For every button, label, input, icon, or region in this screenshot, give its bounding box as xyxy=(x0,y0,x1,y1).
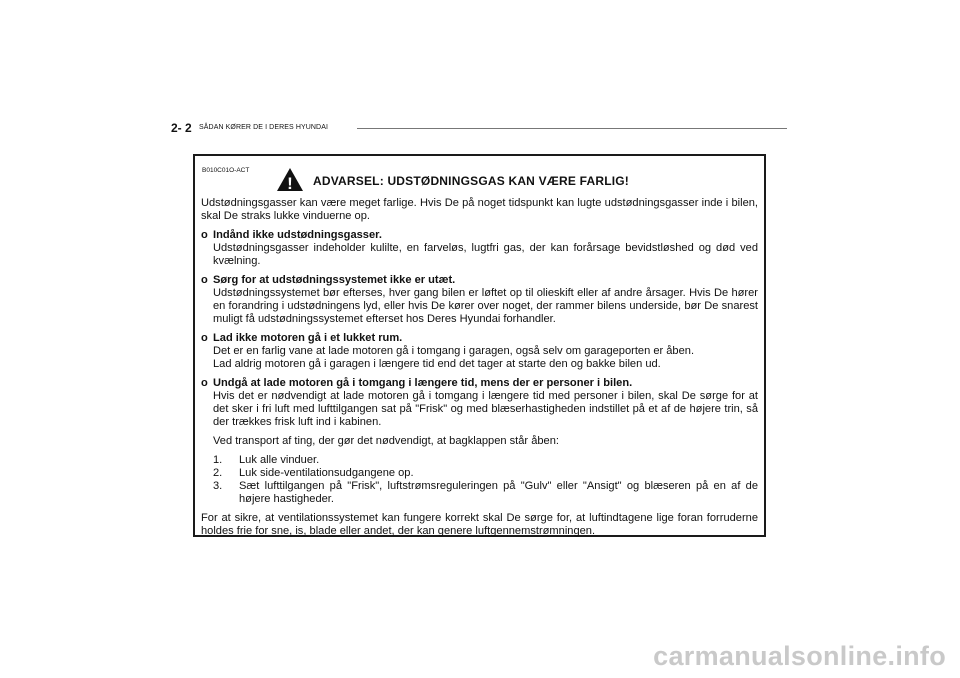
page-header xyxy=(171,121,791,137)
step-text: Luk alle vinduer. xyxy=(239,454,320,466)
list-item xyxy=(213,467,758,480)
warning-glyph: ! xyxy=(287,174,293,192)
watermark: carmanualsonline.info xyxy=(653,641,946,671)
exclamation-warning-icon xyxy=(276,167,304,192)
reference-code: B010C01O-ACT xyxy=(202,167,250,174)
bullet-text-2: Lad aldrig motoren gå i garagen i længere tid end det tager at starte den og bakke bilen ud. xyxy=(213,358,661,370)
warning-box xyxy=(193,154,766,537)
step-number: 2. xyxy=(213,467,223,479)
bullet-heading: Undgå at lade motoren gå i tomgang i længere tid, mens der er personer i bilen. xyxy=(213,377,633,389)
section-title: SÅDAN KØRER DE I DERES HYUNDAI xyxy=(199,124,329,131)
bullet-mark: o xyxy=(201,377,208,389)
bullet-heading: Sørg for at udstødningssystemet ikke er utæt. xyxy=(213,274,456,286)
bullet-text: Hvis det er nødvendigt at lade motoren gå i tomgang i længere tid med personer i bilen, skal De sørge for at det sker i fri luft med lufttilgangen sat på "Frisk" og med blæserhastigheden indstillet på et af de højere trin, så der trækkes frisk luft ind i kabinen. xyxy=(213,390,758,428)
bullet-text: Udstødningsgasser indeholder kulilte, en farveløs, lugtfri gas, der kan forårsage bevidstløshed og død ved kvælning. xyxy=(213,242,758,267)
bullet-item xyxy=(201,229,758,268)
list-item xyxy=(213,454,758,467)
bullet-item xyxy=(201,274,758,326)
bullet-item xyxy=(201,332,758,371)
warning-content xyxy=(201,197,758,538)
steps-list xyxy=(213,454,758,506)
bullet-text: Det er en farlig vane at lade motoren gå i tomgang i garagen, også selv om garageporten er åben. xyxy=(213,345,695,357)
bullet-text: Udstødningssystemet bør efterses, hver gang bilen er løftet op til olieskift eller af andre årsager. Hvis De hører en forandring i udstødningens lyd, eller hvis De kører over noget, der rammer bilens underside, bør De snarest muligt få udstødningssystemet efterset hos Deres Hyundai forhandler. xyxy=(213,287,758,325)
bullet-heading: Indånd ikke udstødningsgasser. xyxy=(213,229,382,241)
step-text: Luk side-ventilationsudgangene op. xyxy=(239,467,414,479)
bullet-heading: Lad ikke motoren gå i et lukket rum. xyxy=(213,332,403,344)
warning-title: ADVARSEL: UDSTØDNINGSGAS KAN VÆRE FARLIG! xyxy=(313,174,629,188)
step-text: Sæt lufttilgangen på "Frisk", luftstrømsreguleringen på "Gulv" eller "Ansigt" og blæseren på en af de højere hastigheder. xyxy=(239,480,758,505)
header-divider xyxy=(357,128,787,129)
bullet-mark: o xyxy=(201,332,208,344)
step-number: 3. xyxy=(213,480,223,492)
bullet-mark: o xyxy=(201,274,208,286)
closing-text: For at sikre, at ventilationssystemet kan fungere korrekt skal De sørge for, at luftindtagene lige foran forruderne holdes frie for sne, is, blade eller andet, der kan genere luftgennemstrømningen. xyxy=(201,512,758,537)
list-item xyxy=(213,480,758,506)
step-number: 1. xyxy=(213,454,223,466)
intro-text: Udstødningsgasser kan være meget farlige. Hvis De på noget tidspunkt kan lugte udstødningsgasser inde i bilen, skal De straks lukke vinduerne op. xyxy=(201,197,758,222)
bullet-mark: o xyxy=(201,229,208,241)
page-number: 2- 2 xyxy=(171,121,192,135)
bullet-text-2: Ved transport af ting, der gør det nødvendigt, at bagklappen står åben: xyxy=(213,435,559,447)
bullet-item xyxy=(201,377,758,506)
